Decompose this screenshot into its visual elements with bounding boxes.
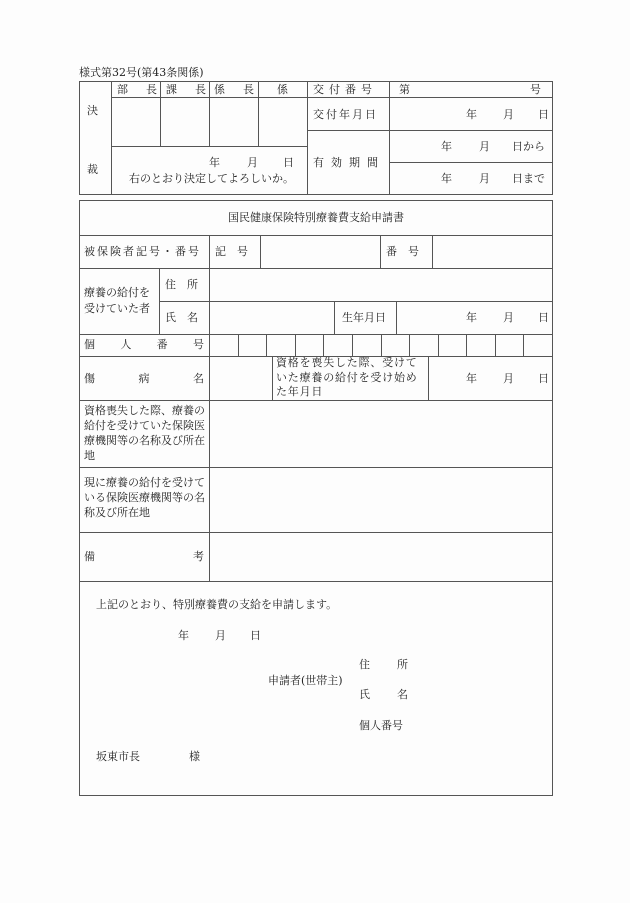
stamp-box-kacho[interactable] [163,99,205,143]
former-institution-label: 資格喪失した際、療養の給付を受けていた保険医療機関等の名称及び所在地 [84,404,205,462]
address-label: 住 所 [165,278,198,291]
validity-to-month: 月 [479,172,490,185]
approval-date-day: 日 [283,156,294,169]
issue-number-suffix: 号 [530,83,541,96]
personal-number-digit-box[interactable] [296,335,323,355]
addressee: 坂東市長 [96,750,140,763]
issue-number-prefix: 第 [399,83,410,96]
number-field[interactable] [434,237,551,267]
role-kakari: 係 [277,83,288,96]
current-institution-field[interactable] [211,469,551,531]
declaration-text: 上記のとおり、特別療養費の支給を申請します。 [96,598,338,611]
approval-label-bottom: 裁 [87,163,98,176]
issue-date-day: 日 [538,108,549,121]
symbol-label: 記 号 [215,245,248,258]
applicant-name-label: 氏 名 [359,688,416,701]
birthdate-year: 年 [466,311,477,324]
form-title: 国民健康保険特別療養費支給申請書 [228,211,404,224]
illness-field[interactable] [211,358,270,399]
validity-to-day: 日まで [512,172,545,185]
validity-from-year: 年 [441,140,452,153]
personal-number-digit-box[interactable] [439,335,466,355]
personal-number-label: 個 人 番 号 [84,338,204,351]
issue-date-year: 年 [466,108,477,121]
role-bucho: 部 長 [117,83,157,96]
applicant-address-label: 住 所 [359,658,416,671]
illness-label: 傷 病 名 [84,372,204,385]
remarks-label: 備 考 [84,550,204,563]
birthdate-month: 月 [503,311,514,324]
personal-number-digit-box[interactable] [410,335,437,355]
issue-date-label: 交付年月日 [313,108,378,121]
stamp-box-bucho[interactable] [114,99,156,143]
remarks-field[interactable] [211,534,551,580]
start-date-month: 月 [503,372,514,385]
issue-number-label: 交付番号 [313,83,377,96]
form-number: 様式第32号(第43条関係) [79,66,204,79]
personal-number-digit-box[interactable] [353,335,380,355]
declaration-date-year: 年 [178,629,189,642]
applicant-personal-number-field[interactable] [412,717,547,733]
validity-from-day: 日から [512,140,545,153]
birthdate-label: 生年月日 [342,311,386,324]
insured-label: 被保険者記号・番号 [84,245,201,258]
personal-number-digit-box[interactable] [467,335,494,355]
declaration-date-month: 月 [215,629,226,642]
number-label: 番 号 [386,245,419,258]
applicant-address-field[interactable] [412,656,547,672]
applicant-personal-number-label: 個人番号 [359,719,403,732]
personal-number-digit-box[interactable] [239,335,266,355]
name-field[interactable] [211,303,332,333]
recipient-label: 療養の給付を受けていた者 [84,286,150,315]
birthdate-day: 日 [538,311,549,324]
issue-date-month: 月 [503,108,514,121]
approval-label-top: 決 [87,104,98,117]
applicant-label: 申請者(世帯主) [268,674,343,687]
approval-text: 右のとおり決定してよろしいか。 [129,172,294,185]
role-kakaricho: 係 長 [214,83,254,96]
declaration-date-day: 日 [250,629,261,642]
approval-date-month: 月 [247,156,258,169]
role-kacho: 課 長 [166,83,206,96]
personal-number-digit-box[interactable] [524,335,551,355]
start-date-year: 年 [466,372,477,385]
personal-number-digit-box[interactable] [324,335,351,355]
personal-number-digit-box[interactable] [496,335,523,355]
issue-number-field[interactable] [412,83,527,96]
validity-to-year: 年 [441,172,452,185]
validity-from-month: 月 [479,140,490,153]
personal-number-digit-box[interactable] [210,335,237,355]
honorific: 様 [189,750,200,763]
personal-number-digit-box[interactable] [382,335,409,355]
approval-date-year: 年 [209,156,220,169]
address-field[interactable] [211,270,551,300]
start-date-label: 資格を喪失した際、受けていた療養の給付を受け始めた年月日 [276,356,418,398]
symbol-field[interactable] [262,237,378,267]
validity-label: 有効期間 [313,156,385,169]
start-date-day: 日 [538,372,549,385]
personal-number-digit-box[interactable] [267,335,294,355]
stamp-box-kakaricho[interactable] [212,99,254,143]
stamp-box-kakari[interactable] [261,99,303,143]
applicant-name-field[interactable] [412,686,547,702]
former-institution-field[interactable] [211,402,551,466]
name-label: 氏 名 [165,311,198,324]
current-institution-label: 現に療養の給付を受けている保険医療機関等の名称及び所在地 [84,476,205,519]
